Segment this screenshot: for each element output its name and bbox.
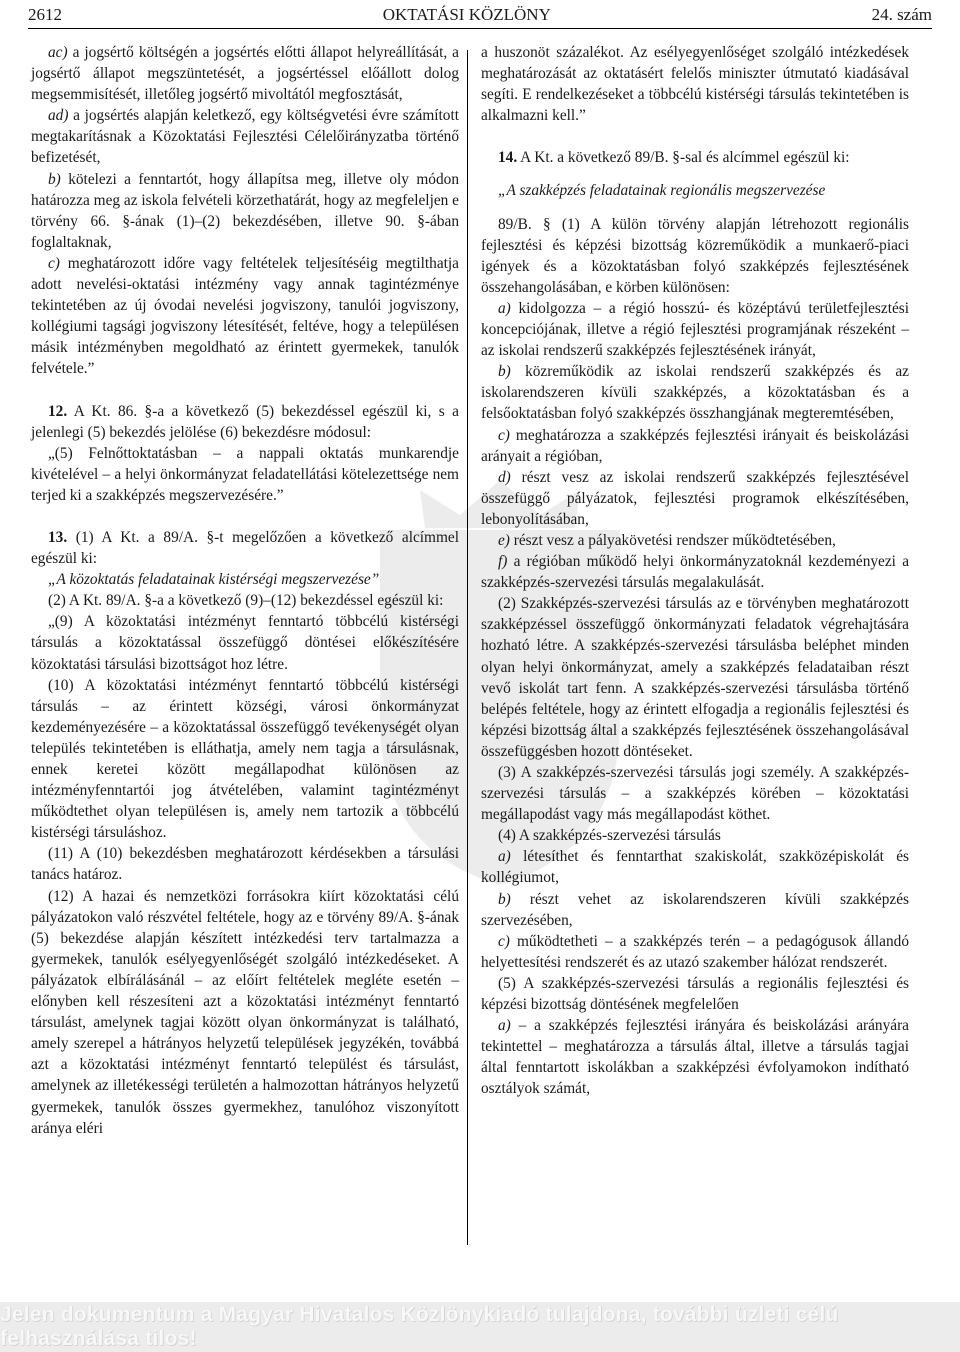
paragraph-9: „(9) A közoktatási intézményt fenntartó többcélú kistérségi társulás a közoktatással összefüggő döntései előkészítésére közoktatási társulási bizottságot hoz létre. [31,613,459,673]
left-column [31,42,459,1139]
section-14: 14. A Kt. a következő 89/B. §-sal és alcímmel egészül ki: [498,149,850,167]
footer-notice: Jelen dokumentum a Magyar Hivatalos Közlönykiadó tulajdona, további üzleti célú felhasználása tilos! [0,1303,839,1350]
page-number: 2612 [28,5,62,24]
issue-number: 24. szám [871,5,932,24]
paragraph-ad: ad) a jogsértés alapján keletkező, egy költségvetési évre számított megtakarításnak a Közoktatási Fejlesztési Célelőirányzatba történő befizetését, [31,107,459,167]
page-header [28,2,932,29]
copyright-footer [0,1302,960,1352]
paragraph-89b-5: (5) A szakképzés-szervezési társulás a regionális fejlesztési és képzési bizottság döntésének megfelelően [481,974,909,1014]
subheading-regionalis: „A szakképzés feladatainak regionális megszervezése [498,182,826,200]
right-column [481,42,909,1100]
paragraph-12-5: „(5) Felnőttoktatásban – a nappali oktatás munkarendje kivételével – a helyi önkormányzat feladatellátási kötelezettsége nem terjed ki a szakképzés megszervezésére.” [31,444,459,504]
paragraph-ac: ac) a jogsértő költségén a jogsértés előtti állapot helyreállítását, a jogsértő állapot megszüntetését, a jogsértéssel előállott dolog megsemmisítését, illetőleg jogsértő mivoltától megfosztását, [31,44,459,104]
subheading-kisterseg: „A közoktatás feladatainak kistérségi megszervezése” [48,571,380,589]
paragraph-89b-5a: a) – a szakképzés fejlesztési irányára és beiskolázási arányára tekintettel – meghatározza a társulás által, illetve a társulás tagjai által fenntartott iskolákban a szakképzési évfolyamokon indítható osztályok számát, [481,1017,909,1098]
paragraph-10: (10) A közoktatási intézményt fenntartó többcélú kistérségi társulás – az érintett községi, városi önkormányzat kezdeményezésére – a közoktatással összefüggő tevékenységét olyan település tekintetében is elláthatja, amely nem tagja a társulásnak, ennek keretei között megállapodhat különösen az intézményfenntartói jog átvételében, valamint tagintézményt működtethet olyan településen is, amely nem tartozik a többcélú kistérségi társuláshoz. [31,676,459,842]
paragraph-b: b) kötelezi a fenntartót, hogy állapítsa meg, illetve oly módon határozza meg az iskola felvételi körzethatárát, hogy az megfeleljen e törvény 66. §-ának (1)–(2) bekezdésében, illetve 90. §-ában foglaltaknak, [31,170,459,251]
section-13: 13. (1) A Kt. a 89/A. §-t megelőzően a következő alcímmel egészül ki: [31,528,459,568]
paragraph-89b-e: e) részt vesz a pályakövetési rendszer működtetésében, [498,531,836,549]
paragraph-89b-2: (2) Szakképzés-szervezési társulás az e törvényben meghatározott szakképzéssel összefüggő önkormányzati feladatok végrehajtására hozható létre. A szakképzés-szervezési társulásba beléphet minden olyan helyi önkormányzat, amely a szakképzés feladataiban részt vevő iskolát tart fenn. A szakképzés-szervezési társulásba történő belépés feltétele, hogy az érintett elfogadja a regionális fejlesztési és képzési bizottság által a szakképzés fejlesztésének összehangolásával összefüggésben hozott döntéseket. [481,595,909,760]
column-divider [467,50,468,1245]
paragraph-89b-4a: a) létesíthet és fenntarthat szakiskolát, szakközépiskolát és kollégiumot, [481,848,909,887]
journal-title: OKTATÁSI KÖZLÖNY [382,5,551,24]
paragraph-89b-4: (4) A szakképzés-szervezési társulás [498,827,721,845]
paragraph-89b-4c: c) működtetheti – a szakképzés terén – a pedagógusok állandó helyettesítési rendszerét és az utazó szakember hálózat rendszerét. [481,932,909,971]
paragraph-12: (12) A hazai és nemzetközi forrásokra kiírt közoktatási célú pályázatokon való részvétel feltétele, hogy az e törvény 89/A. §-ának (5) bekezdése alapján készített intézkedési terv tartalmazza a gyermekek, tanulók esélyegyenlőségét szolgáló intézkedéseket. A pályázatok elbírálásánál – az előírt feltételek megléte esetén – előnyben kell részesíteni azt a közoktatási intézményt fenntartó társulást, amelynek tagjai között olyan önkormányzat is található, amely szerepel a hátrányos helyzetű települések jegyzékén, továbbá azt a közoktatási intézményt fenntartó települést és társulást, amelynek az illetékességi területén a halmozottan hátrányos helyzetű gyermekek, tanulók összes gyermekhez, tanulóhoz viszonyított aránya eléri [31,887,459,1137]
paragraph-89b-1: 89/B. § (1) A külön törvény alapján létrehozott regionális fejlesztési és képzési bizottság közreműködik a munkaerő-piaci igények és a közoktatásban folyó szakképzés fejlesztésének összehangolásában, e körben különösen: [481,215,909,296]
paragraph-89b-f: f) a régióban működő helyi önkormányzatoknál kezdeményezi a szakképzés-szervezési társulás megalakulását. [481,553,909,592]
paragraph-89b-a: a) kidolgozza – a régió hosszú- és középtávú területfejlesztési koncepciójának, illetve a régió fejlesztési programjának részeként – az iskolai rendszerű szakképzés fejlesztésének irányát, [481,299,909,360]
paragraph-11: (11) A (10) bekezdésben meghatározott kérdésekben a társulási tanács határoz. [31,845,459,884]
paragraph-89b-3: (3) A szakképzés-szervezési társulás jogi személy. A szakképzés-szervezési társulás – a szakképzés körében – közoktatási megállapodást vagy más megállapodást köthet. [481,764,909,824]
paragraph-89b-c: c) meghatározza a szakképzés fejlesztési irányait és beiskolázási arányait a régióban, [481,426,909,465]
section-12: 12. A Kt. 86. §-a a következő (5) bekezdéssel egészül ki, s a jelenlegi (5) bekezdés jelölése (6) bekezdésre módosul: [31,402,459,441]
paragraph-89b-4b: b) részt vehet az iskolarendszeren kívüli szakképzés szervezésében, [481,890,909,929]
paragraph-13-2: (2) A Kt. 89/A. §-a a következő (9)–(12) bekezdéssel egészül ki: [48,592,444,610]
paragraph-continued: a huszonöt százalékot. Az esélyegyenlőséget szolgáló intézkedések meghatározását az oktatásért felelős miniszter útmutató kiadásával segíti. E rendelkezéseket a többcélú kistérségi társulás tekintetében is alkalmazni kell.” [481,44,909,125]
paragraph-c: c) meghatározott időre vagy feltételek teljesítéséig megtilthatja adott nevelési-oktatási intézmény vagy annak tagintézménye tekintetében az új óvodai nevelési jogviszony, tanulói jogviszony, kollégiumi tagsági jogviszony létesítését, feltéve, hogy a településen másik intézményben megoldható az érintett gyermekek, tanulók felvétele.” [31,254,459,378]
paragraph-89b-d: d) részt vesz az iskolai rendszerű szakképzés fejlesztésével összefüggő pályázatok, fejlesztési programok elkészítésében, lebonyolításában, [481,468,909,528]
paragraph-89b-b: b) közreműködik az iskolai rendszerű szakképzés és az iskolarendszeren kívüli szakképzés, a közoktatásban és a felsőoktatásban folyó szakképzés összhangjának megteremtésében, [481,363,909,423]
